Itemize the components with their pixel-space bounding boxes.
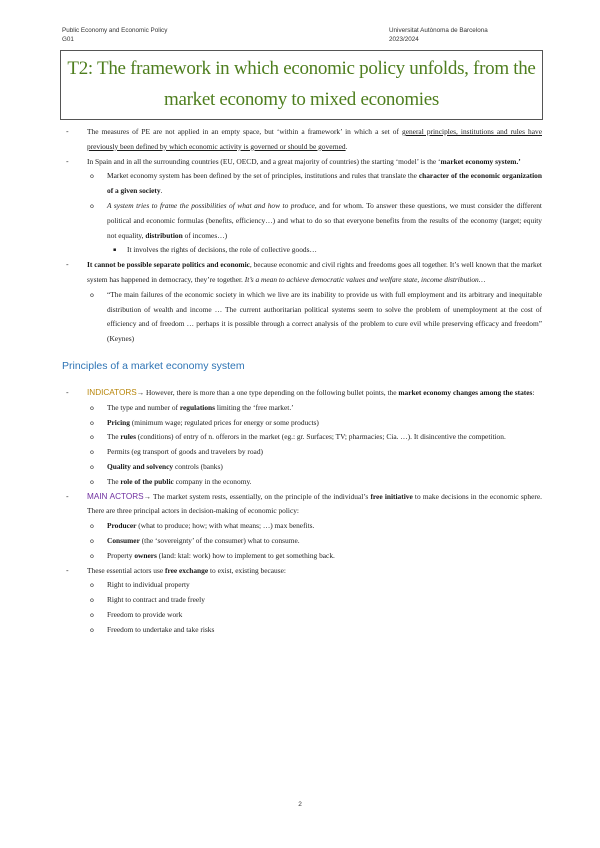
underlined-text: general principles, institutions and rules have previously been defined by which economic activity is governed or should be governed: [87, 127, 542, 151]
square-bullet: ▪: [113, 247, 117, 254]
circle-bullet: o: [90, 290, 94, 299]
dash-bullet: -: [66, 491, 69, 501]
dash-bullet: -: [66, 387, 69, 397]
group-code: G01: [62, 36, 74, 43]
list-item: o Permits (eg transport of goods and travelers by road): [66, 445, 542, 460]
page-number: 2: [298, 801, 302, 808]
arrow-icon: →: [136, 387, 145, 397]
list-item: - These essential actors use free exchange to exist, existing because:: [66, 564, 542, 579]
circle-bullet: o: [90, 418, 94, 427]
academic-year: 2023/2024: [389, 36, 419, 43]
list-item: o Market economy system has been defined by the set of principles, institutions and rules that translate the character of the economic organization of a given society.: [90, 171, 542, 196]
circle-bullet: o: [90, 201, 94, 210]
university-name: Universitat Autònoma de Barcelona: [389, 27, 488, 34]
list-item: o Quality and solvency controls (banks): [66, 460, 542, 475]
circle-bullet: o: [90, 477, 94, 486]
list-item: - In Spain and in all the surrounding countries (EU, OECD, and a great majority of countries) the starting ‘model’ is the ‘market economy system.’: [66, 155, 542, 170]
list-item: o Freedom to undertake and take risks: [66, 623, 542, 638]
list-item: o The role of the public company in the economy.: [66, 475, 542, 490]
dash-bullet: -: [66, 565, 69, 575]
indicators-list: [66, 401, 542, 490]
dash-bullet: -: [66, 156, 69, 166]
circle-bullet: o: [90, 610, 94, 619]
list-item: o The type and number of regulations limiting the ‘free market.’: [66, 401, 542, 416]
document-body: [62, 125, 542, 638]
dash-bullet: -: [66, 260, 69, 270]
circle-bullet: o: [90, 172, 94, 181]
actors-list: [66, 519, 542, 563]
exchange-list: [66, 578, 542, 637]
list-item: o Right to individual property: [66, 578, 542, 593]
main-actors-label: MAIN ACTORS: [87, 491, 144, 501]
indicators-label: INDICATORS: [87, 387, 137, 397]
circle-bullet: o: [90, 536, 94, 545]
list-item: - It cannot be possible separate politics and economic, because economic and civil rights and freedoms goes all together. It’s well known that the market system has happened in democracy, they’re together. It’s a mean to achieve democratic values and welfare state, income distribution…: [66, 260, 542, 284]
page-title: T2: The framework in which economic policy unfolds, from the market economy to mixed economies: [67, 58, 536, 110]
circle-bullet: o: [90, 522, 94, 531]
circle-bullet: o: [90, 551, 94, 560]
keynes-quote: “The main failures of the economic society in which we live are its inability to provide us with full employment and its arbitrary and inequitable distribution of wealth and income … The current authoritarian political systems seem to solve the problem of unemployment at the cost of efficiency and of freedom … perhaps it is possible through a correct analysis of the problem to cure evil while preserving efficacy and freedom” (Keynes): [107, 289, 542, 344]
circle-bullet: o: [90, 462, 94, 471]
section-heading: Principles of a market economy system: [62, 359, 245, 372]
course-name: Public Economy and Economic Policy: [62, 27, 168, 34]
circle-bullet: o: [90, 596, 94, 605]
circle-bullet: o: [90, 403, 94, 412]
list-item: - MAIN ACTORS→ The market system rests, essentially, on the principle of the individual’s free initiative to make decisions in the economic sphere. There are three principal actors in decision-making of economic policy:: [66, 491, 542, 516]
list-item: o The rules (conditions) of entry of n. offerors in the market (eg.: gr. Surfaces; TV; pharmacies; Cia. …). It disincentive the competition.: [66, 430, 542, 445]
list-item: - INDICATORS→ However, there is more than a one type depending on the following bullet points, the market economy changes among the states:: [66, 386, 542, 401]
list-item: o Right to contract and trade freely: [66, 593, 542, 608]
list-item: o Property owners (land: ktal: work) how to implement to get something back.: [66, 549, 542, 564]
title-box: [60, 50, 543, 120]
list-item: ▪ It involves the rights of decisions, the role of collective goods…: [66, 243, 542, 258]
list-item: o Freedom to provide work: [66, 608, 542, 623]
circle-bullet: o: [90, 448, 94, 457]
dash-bullet: -: [66, 127, 69, 136]
list-item: o Producer (what to produce; how; with what means; …) max benefits.: [66, 519, 542, 534]
list-item: o Pricing (minimum wage; regulated prices for energy or some products): [66, 416, 542, 431]
list-item: [66, 288, 542, 347]
list-item: - The measures of PE are not applied in an empty space, but ‘within a framework’ in which a set of general principles, institutions and rules have previously been defined by which economic activity is governed or should be governed.: [66, 127, 542, 151]
circle-bullet: o: [90, 625, 94, 634]
circle-bullet: o: [90, 581, 94, 590]
list-item: o A system tries to frame the possibilities of what and how to produce, and for whom. To answer these questions, we must consider the different political and economic formulas (benefits, efficiency…) and what to do so that everyone benefits from the results of the economy (target; equity not equality, distribution of incomes…): [90, 200, 542, 240]
arrow-icon: →: [143, 491, 151, 501]
page-header-right: [389, 26, 488, 44]
page-header-left: [62, 26, 167, 44]
circle-bullet: o: [90, 433, 94, 442]
list-item: o Consumer (the ‘sovereignty’ of the consumer) what to consume.: [66, 534, 542, 549]
